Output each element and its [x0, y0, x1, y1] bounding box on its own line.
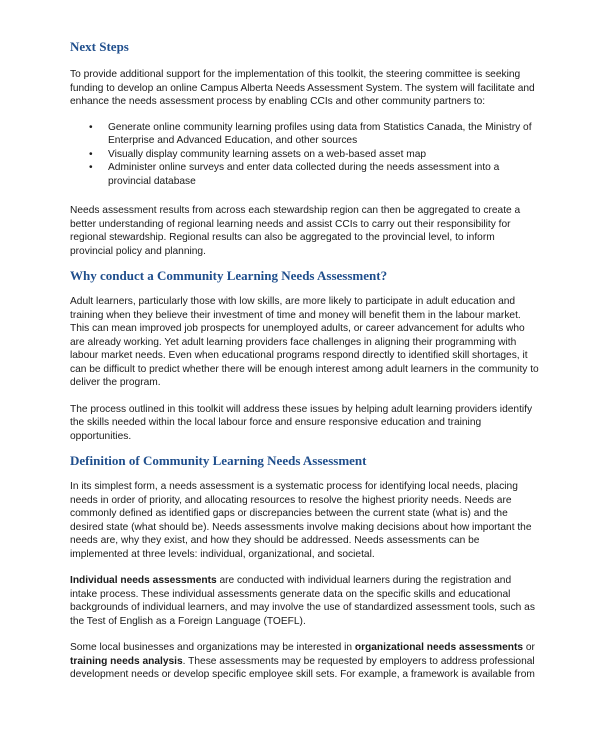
next-steps-bullet-list — [70, 121, 540, 189]
section-heading-definition: Definition of Community Learning Needs Assessment — [70, 453, 367, 468]
paragraph-next-steps-intro: To provide additional support for the implementation of this toolkit, the steering committee is seeking funding to develop an online Campus Alberta Needs Assessment System. The system will facilitate and enhance the needs assessment process by enabling CCIs and other community partners to: — [70, 69, 535, 107]
section-heading-why-conduct: Why conduct a Community Learning Needs Assessment? — [70, 268, 388, 283]
paragraph-text: Some local businesses and organizations may be interested in — [70, 642, 355, 653]
paragraph-results-aggregation: Needs assessment results from across each stewardship region can then be aggregated to create a better understanding of regional learning needs and assist CCIs to carry out their responsibility for regional stewardship. Regional results can also be aggregated to the provincial level, to inform provincial policy and planning. — [70, 205, 521, 257]
bold-term-organizational: organizational needs assessments — [354, 642, 524, 653]
paragraph-individual-needs — [70, 574, 540, 628]
paragraph-adult-learners: Adult learners, particularly those with low skills, are more likely to participate in adult education and training when they believe their investment of time and money will benefit them in the labour market. This can mean improved job prospects for unemployed adults, or career advancement for adults who are already working. Yet adult learning providers face challenges in aligning their programming with labour market needs. Even when educational programs respond directly to identified skill shortages, it can be difficult to predict whether there will be enough interest among adult learners in the community to deliver the program. — [70, 296, 539, 388]
paragraph-text: . These assessments may be requested by employers to address professional development needs or develop specific employee skill sets. For example, a framework is available from — [70, 655, 535, 680]
paragraph-process-outlined: The process outlined in this toolkit will address these issues by helping adult learning providers identify the skills needed within the local labour force and ensure responsive education and training opportunities. — [70, 403, 533, 442]
bold-term-individual: Individual needs assessments — [70, 575, 217, 586]
bullet-item: • Generate online community learning profiles using data from Statistics Canada, the Ministry of Enterprise and Advanced Education, and other sources — [108, 121, 540, 148]
section-heading-next-steps: Next Steps — [70, 39, 129, 54]
paragraph-simplest-form: In its simplest form, a needs assessment is a systematic process for identifying local needs, placing needs in order of priority, and allocating resources to resolve the highest priority needs. Needs are commonly defined as identified gaps or discrepancies between the current state (what is) and the desired state (what should be). Needs assessments involve making decisions about how important the needs are, why they exist, and how they should be addressed. Needs assessments can be implemented at three levels: individual, organizational, and societal. — [70, 481, 532, 560]
bold-term-training: training needs analysis — [70, 655, 183, 667]
paragraph-organizational-needs — [70, 641, 540, 682]
paragraph-text: or — [523, 642, 535, 653]
paragraph-text: are conducted with individual learners during the registration and intake process. These individual assessments generate data on the specific skills and educational backgrounds of individual learners, and may involve the use of standardized assessment tools, such as the Test of English as a Foreign Language (TOEFL). — [70, 575, 535, 627]
bullet-item: • Administer online surveys and enter data collected during the needs assessment into a provincial database — [108, 161, 540, 188]
bullet-item: • Visually display community learning assets on a web-based asset map — [108, 148, 540, 162]
